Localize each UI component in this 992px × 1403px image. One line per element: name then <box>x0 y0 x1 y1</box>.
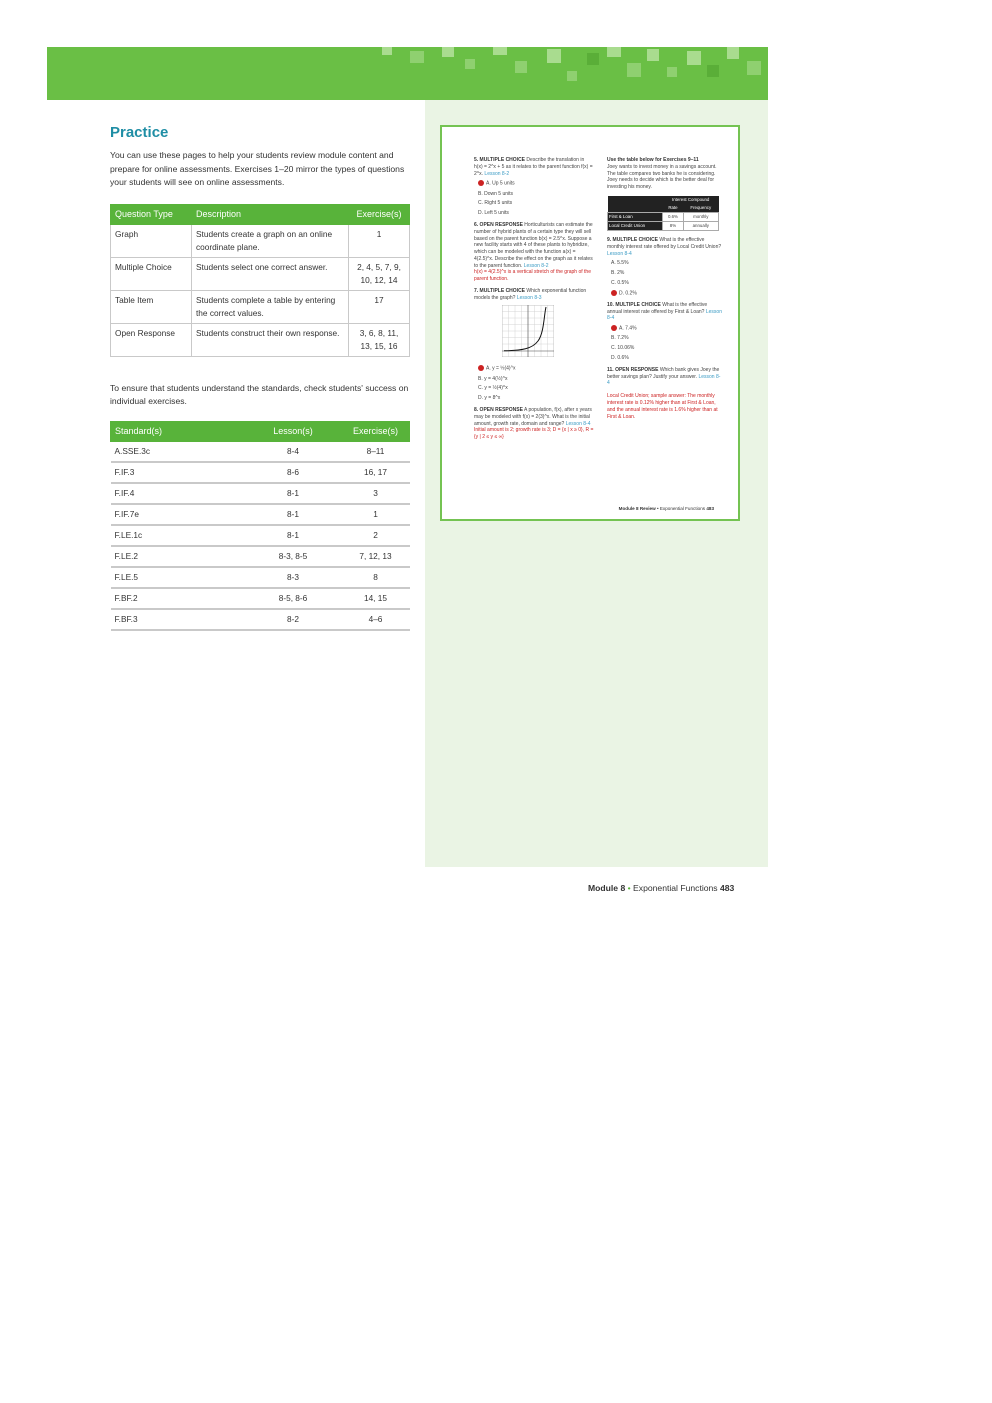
standard-cell: F.LE.1c <box>111 525 245 546</box>
exercises-cell: 2, 4, 5, 7, 9, 10, 12, 14 <box>349 257 410 290</box>
answer-option <box>611 325 722 332</box>
bank-cell: First & Loan <box>608 212 663 221</box>
question-text: What is the effective monthly interest rate offered by Local Credit Union? <box>607 236 722 250</box>
table-row <box>111 504 410 525</box>
lesson-cell: 8-4 <box>245 441 342 462</box>
column-header: Exercise(s) <box>349 204 410 224</box>
option-text: C. Right 5 units <box>478 200 513 207</box>
question-8 <box>474 407 594 441</box>
lesson-ref: Lesson 8-4 <box>565 420 591 427</box>
answer-option <box>478 385 594 392</box>
description-cell: Students construct their own response. <box>192 323 349 356</box>
column-header: Standard(s) <box>111 421 245 441</box>
rate-cell: 8% <box>663 221 683 230</box>
answer-text: Local Credit Union; sample answer: The monthly interest rate is 0.12% higher than at First & Loan, and the annual interest rate is 1.6% higher than at First & Loan. <box>607 393 718 420</box>
column-header: Rate <box>663 204 683 213</box>
option-text: D. Left 5 units <box>478 210 509 217</box>
page-footer <box>588 883 734 893</box>
exercises-cell: 14, 15 <box>342 588 410 609</box>
table-row <box>111 462 410 483</box>
question-text: Which bank gives Joey the better savings plan? Justify your answer. <box>607 366 720 380</box>
lesson-ref: Lesson 8-4 <box>607 373 721 387</box>
lesson-cell: 8-2 <box>245 609 342 630</box>
question-10 <box>607 302 722 362</box>
standard-cell: F.LE.2 <box>111 546 245 567</box>
practice-intro: You can use these pages to help your students review module content and prepare for online assessments. Exercises 1–20 mirror the types of questions your students will see on online assessments. <box>110 150 405 187</box>
lesson-ref: Lesson 8-2 <box>523 262 549 269</box>
question-heading: 8. OPEN RESPONSE <box>474 406 523 413</box>
option-text: D. 0.6% <box>611 355 629 361</box>
standard-cell: F.BF.2 <box>111 588 245 609</box>
exercises-cell: 8–11 <box>342 441 410 462</box>
footer-module: Module 8 <box>588 883 626 893</box>
standard-cell: F.IF.7e <box>111 504 245 525</box>
table-row <box>608 221 719 230</box>
question-type-cell: Open Response <box>111 323 192 356</box>
option-text: B. y = 4(½)^x <box>478 375 508 382</box>
table-row <box>111 257 410 290</box>
lesson-cell: 8-3, 8-5 <box>245 546 342 567</box>
standards-header-row <box>111 421 410 441</box>
option-text: D. 0.2% <box>619 290 637 297</box>
exercises-cell: 7, 12, 13 <box>342 546 410 567</box>
table-row <box>111 441 410 462</box>
table-intro-heading: Use the table below for Exercises 9–11 <box>607 157 699 163</box>
lesson-cell: 8-5, 8-6 <box>245 588 342 609</box>
table-intro <box>607 157 722 191</box>
correct-answer-marker <box>611 325 617 331</box>
lesson-cell: 8-1 <box>245 483 342 504</box>
exercises-cell: 1 <box>349 224 410 257</box>
column-header: Frequency <box>683 204 718 213</box>
question-text: Which exponential function models the graph? <box>474 288 587 301</box>
practice-title: Practice <box>110 124 169 141</box>
thumbnail-left-column <box>474 157 594 446</box>
column-header: Exercise(s) <box>342 421 410 441</box>
bank-cell: Local Credit Union <box>608 221 663 230</box>
answer-option <box>611 290 722 297</box>
correct-answer-marker <box>611 290 617 296</box>
thumbnail-footer-subtitle: Exponential Functions <box>659 506 706 512</box>
table-row <box>111 588 410 609</box>
table-row <box>111 567 410 588</box>
question-type-cell: Graph <box>111 224 192 257</box>
header-banner <box>47 47 768 100</box>
question-type-table <box>110 204 410 357</box>
option-text: A. 7.4% <box>619 325 637 332</box>
exponential-graph <box>502 305 554 357</box>
exercises-cell: 3 <box>342 483 410 504</box>
standards-intro: To ensure that students understand the standards, check students' success on individual exercises. <box>110 382 409 406</box>
option-text: B. Down 5 units <box>478 190 514 197</box>
table-row <box>111 224 410 257</box>
standard-cell: F.BF.3 <box>111 609 245 630</box>
column-header: Question Type <box>111 204 192 224</box>
question-5 <box>474 157 594 217</box>
answer-option <box>611 335 722 342</box>
answer-option <box>611 355 722 362</box>
correct-answer-marker <box>478 365 484 371</box>
answer-option <box>478 365 594 372</box>
question-text: A population, f(x), after x years may be modeled with f(x) = 2(3)^x. What is the initial amount, growth rate, domain and range? <box>474 406 592 427</box>
table-row <box>111 290 410 323</box>
frequency-cell: monthly <box>683 212 718 221</box>
footer-subject: Exponential Functions <box>633 883 718 893</box>
practice-section <box>110 124 410 631</box>
question-heading: 11. OPEN RESPONSE <box>607 366 659 373</box>
option-text: C. 10.06% <box>611 345 635 352</box>
question-11 <box>607 367 722 421</box>
rate-cell: 0.6% <box>663 212 683 221</box>
table-row <box>608 212 719 221</box>
lesson-ref: Lesson 8-4 <box>607 250 632 257</box>
option-text: D. y = 8^x <box>478 395 501 402</box>
exercises-cell: 3, 6, 8, 11, 13, 15, 16 <box>349 323 410 356</box>
question-type-cell: Table Item <box>111 290 192 323</box>
option-text: B. 2% <box>611 270 625 277</box>
standard-cell: F.IF.3 <box>111 462 245 483</box>
standard-cell: F.LE.5 <box>111 567 245 588</box>
question-heading: 9. MULTIPLE CHOICE <box>607 236 659 243</box>
answer-option <box>478 200 594 207</box>
lesson-cell: 8-1 <box>245 525 342 546</box>
question-text: Describe the translation in h(x) = 2^x + 5 as it relates to the parent function f(x) = 2^x. <box>474 157 593 177</box>
table-row <box>111 483 410 504</box>
description-cell: Students select one correct answer. <box>192 257 349 290</box>
answer-option <box>478 180 594 187</box>
exercises-cell: 1 <box>342 504 410 525</box>
interest-table <box>607 196 719 231</box>
lesson-cell: 8-3 <box>245 567 342 588</box>
answer-option <box>611 345 722 352</box>
lesson-ref: Lesson 8-4 <box>607 308 722 322</box>
interest-table-header-row <box>608 204 719 213</box>
option-text: A. y = ½(4)^x <box>486 365 516 372</box>
answer-text: Initial amount is 2; growth rate is 3; D = {x | x ≥ 0}, R = {y | 2 ≤ y ≤ ∞} <box>474 427 594 441</box>
answer-text: h(x) = 4(2.5)^x is a vertical stretch of the graph of the parent function. <box>474 269 591 283</box>
question-9 <box>607 237 722 297</box>
thumbnail-footer: Module 8 Review • Exponential Functions 483 <box>618 506 714 512</box>
description-cell: Students complete a table by entering the correct values. <box>192 290 349 323</box>
thumbnail-footer-page: 483 <box>706 506 714 512</box>
correct-answer-marker <box>478 180 484 186</box>
standard-cell: F.IF.4 <box>111 483 245 504</box>
answer-option <box>478 210 594 217</box>
question-heading: 5. MULTIPLE CHOICE <box>474 157 526 163</box>
table-row <box>111 323 410 356</box>
option-text: C. y = ½(4)^x <box>478 385 508 392</box>
table-row <box>111 546 410 567</box>
exercises-cell: 2 <box>342 525 410 546</box>
option-text: A. 5.5% <box>611 260 629 267</box>
question-heading: 10. MULTIPLE CHOICE <box>607 301 661 308</box>
thumbnail-right-column <box>607 157 722 425</box>
exercises-cell: 8 <box>342 567 410 588</box>
question-6 <box>474 222 594 283</box>
question-heading: 7. MULTIPLE CHOICE <box>474 288 526 295</box>
standard-cell: A.SSE.3c <box>111 441 245 462</box>
standards-table <box>110 421 410 631</box>
question-type-header-row <box>111 204 410 224</box>
lesson-cell: 8-6 <box>245 462 342 483</box>
option-text: C. 0.5% <box>611 279 629 286</box>
page-number: 483 <box>720 883 735 893</box>
answer-option <box>478 395 594 402</box>
column-header: Description <box>192 204 349 224</box>
table-intro-text: Joey wants to invest money in a savings account. The table compares two banks he is considering. Joey needs to decide which is the better deal for investing his money. <box>607 163 717 191</box>
option-text: B. 7.2% <box>611 335 629 342</box>
student-page-thumbnail <box>440 125 740 521</box>
answer-option <box>611 280 722 287</box>
question-text: Horticulturists can estimate the number of hybrid plants of a certain type they will sell based on the parent function b(x) = 2.5^x. Suppose a new facility starts with 4 of these plants to hybridize, which can be modeled with the function a(x) = 4(2.5)^x. Describe the effect on the graph as it relates to the parent function. <box>474 221 593 269</box>
table-row <box>111 525 410 546</box>
lesson-ref: Lesson 8-2 <box>484 170 510 177</box>
description-cell: Students create a graph on an online coordinate plane. <box>192 224 349 257</box>
interest-table-title-row <box>608 196 719 204</box>
frequency-cell: annually <box>683 221 718 230</box>
answer-option <box>611 270 722 277</box>
interest-table-title: Interest Compound <box>663 196 719 204</box>
answer-option <box>611 260 722 267</box>
exercises-cell: 4–6 <box>342 609 410 630</box>
question-heading: 6. OPEN RESPONSE <box>474 221 523 228</box>
thumbnail-footer-label: Module 8 Review <box>618 506 656 512</box>
question-type-cell: Multiple Choice <box>111 257 192 290</box>
option-text: A. Up 5 units <box>486 180 515 187</box>
answer-option <box>478 376 594 383</box>
lesson-ref: Lesson 8-3 <box>516 294 542 301</box>
footer-separator: • <box>627 883 631 893</box>
question-text: What is the effective annual interest rate offered by First & Loan? <box>607 301 708 315</box>
exercises-cell: 17 <box>349 290 410 323</box>
exercises-cell: 16, 17 <box>342 462 410 483</box>
answer-option <box>478 191 594 198</box>
lesson-cell: 8-1 <box>245 504 342 525</box>
question-7 <box>474 288 594 402</box>
column-header: Lesson(s) <box>245 421 342 441</box>
table-row <box>111 609 410 630</box>
